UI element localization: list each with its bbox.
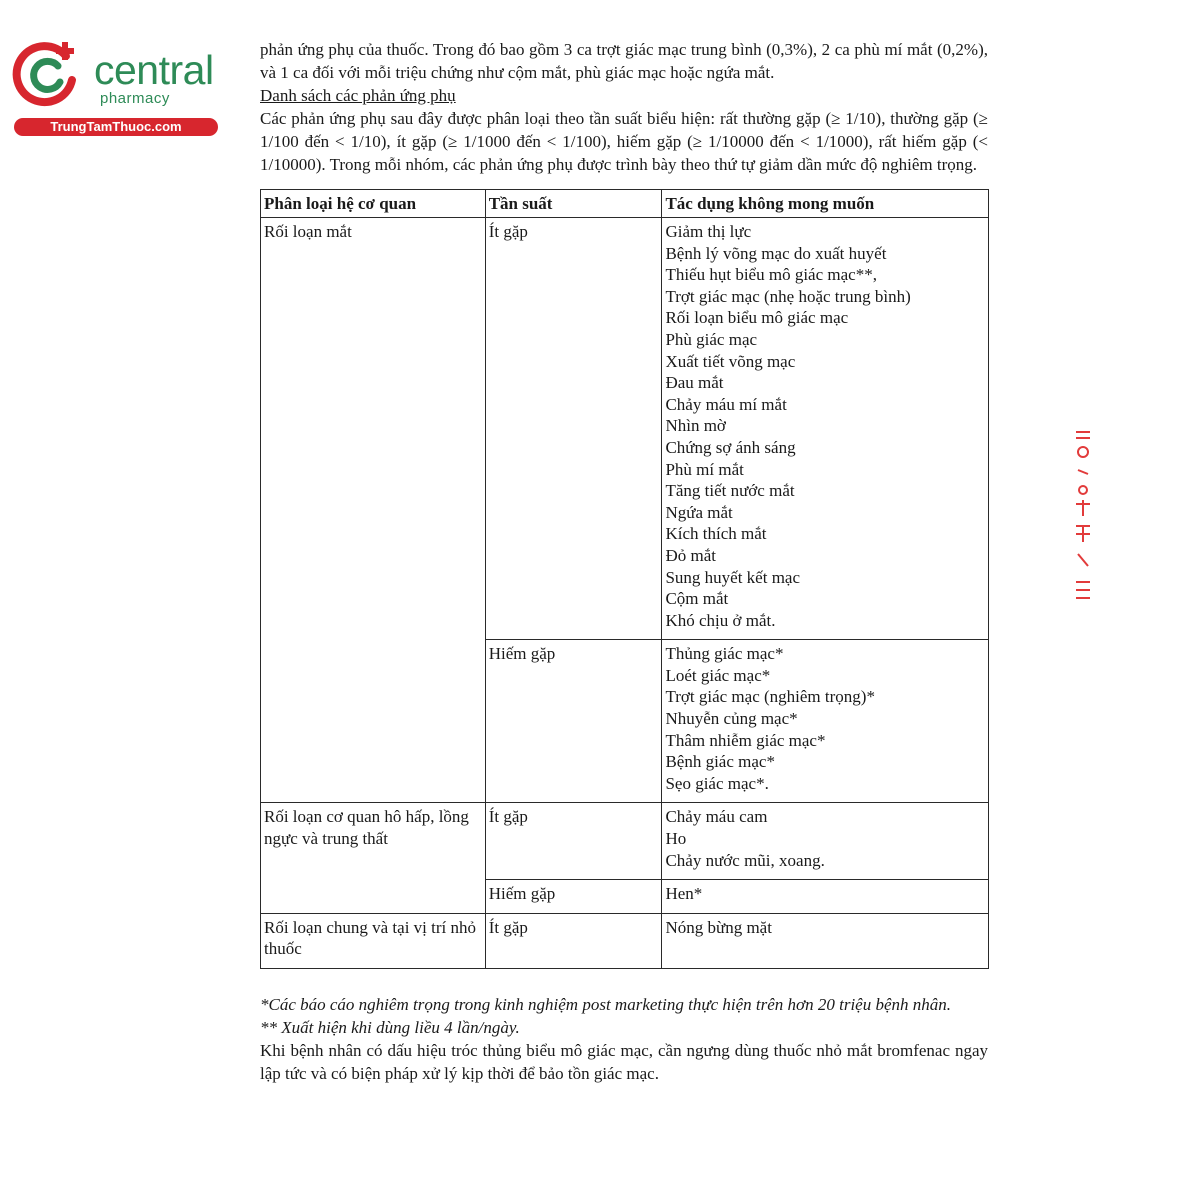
effect-item: Thủng giác mạc* (665, 644, 784, 664)
effect-item: Thâm nhiễm giác mạc* (665, 730, 826, 750)
logo-subtitle: pharmacy (100, 90, 170, 107)
effect-item: Hen* (665, 884, 703, 904)
effect-item: Tăng tiết nước mắt (665, 481, 795, 501)
effect-item: Trợt giác mạc (nghiêm trọng)* (665, 687, 875, 707)
effects-cell (662, 218, 989, 640)
effect-item: Ho (665, 829, 687, 849)
effect-item: Chảy máu cam (665, 807, 768, 827)
effect-item: Bệnh lý võng mạc do xuất huyết (665, 243, 887, 263)
footnote-serious: *Các báo cáo nghiêm trọng trong kinh nghiệm post marketing thực hiện trên hơn 20 triệu bệnh nhân. (260, 995, 952, 1014)
effect-item: Khó chịu ở mắt. (665, 610, 776, 630)
organ-class-cell: Rối loạn cơ quan hô hấp, lồng ngực và trung thất (261, 803, 486, 913)
effect-item: Phù mí mắt (665, 459, 744, 479)
table-header-row (261, 190, 989, 218)
footnote-dosage: ** Xuất hiện khi dùng liều 4 lần/ngày. (260, 1018, 520, 1037)
frequency-cell: Hiếm gặp (485, 640, 662, 803)
effect-item: Rối loạn biểu mô giác mạc (665, 308, 849, 328)
effect-item: Đau mắt (665, 373, 724, 393)
table-row (261, 913, 989, 968)
table-row (261, 803, 989, 880)
effect-item: Giảm thị lực (665, 222, 752, 241)
effect-item: Nhuyễn củng mạc* (665, 709, 798, 729)
effects-cell (662, 640, 989, 803)
frequency-cell: Hiếm gặp (485, 880, 662, 914)
classification-paragraph: Các phản ứng phụ sau đây được phân loại theo tần suất biểu hiện: rất thường gặp (≥ 1/10), thường gặp (≥ 1/100 đến < 1/10), ít gặp (≥ 1/1000 đến < 1/100), hiếm gặp (≥ 1/10000 đến < 1/1000), rất hiếm gặp (< 1/10000). Trong mỗi nhóm, các phản ứng phụ được trình bày theo thứ tự giảm dần mức độ nghiêm trọng. (260, 109, 988, 174)
footnotes (260, 993, 988, 1085)
table-row (261, 218, 989, 640)
red-stamp-mark-icon (1072, 430, 1094, 610)
effect-item: Nhìn mờ (665, 416, 726, 436)
pharmacy-cross-logo-icon (10, 36, 86, 112)
effects-cell (662, 913, 989, 968)
section-heading: Danh sách các phản ứng phụ (260, 86, 456, 105)
effect-item: Nóng bừng mặt (665, 917, 772, 937)
effect-item: Chảy nước mũi, xoang. (665, 850, 825, 870)
effect-item: Chứng sợ ánh sáng (665, 437, 796, 457)
effect-item: Xuất tiết võng mạc (665, 351, 796, 371)
document-body (260, 38, 988, 1085)
organ-class-cell: Rối loạn chung và tại vị trí nhỏ thuốc (261, 913, 486, 968)
effect-item: Cộm mắt (665, 589, 729, 609)
effect-item: Thiếu hụt biểu mô giác mạc**, (665, 265, 877, 285)
intro-paragraph: phản ứng phụ của thuốc. Trong đó bao gồm 3 ca trợt giác mạc trung bình (0,3%), 2 ca phù mí mắt (0,2%), và 1 ca đối với mỗi triệu chứng như cộm mắt, phù giác mạc hoặc ngứa mắt. (260, 40, 988, 82)
effect-item: Sung huyết kết mạc (665, 567, 801, 587)
adverse-effects-table (260, 189, 989, 969)
effects-cell (662, 803, 989, 880)
header-organ-class: Phân loại hệ cơ quan (261, 190, 486, 218)
effect-item: Chảy máu mí mắt (665, 394, 787, 414)
header-effects: Tác dụng không mong muốn (662, 190, 989, 218)
effect-item: Sẹo giác mạc*. (665, 773, 769, 793)
effect-item: Đỏ mắt (665, 545, 716, 565)
effects-cell (662, 880, 989, 914)
header-frequency: Tần suất (485, 190, 662, 218)
frequency-cell: Ít gặp (485, 803, 662, 880)
pharmacy-logo (10, 36, 220, 136)
effect-item: Trợt giác mạc (nhẹ hoặc trung bình) (665, 286, 911, 306)
effect-item: Kích thích mắt (665, 524, 767, 544)
effect-item: Phù giác mạc (665, 329, 758, 349)
frequency-cell: Ít gặp (485, 218, 662, 640)
logo-url-badge: TrungTamThuoc.com (14, 118, 218, 136)
frequency-cell: Ít gặp (485, 913, 662, 968)
closing-paragraph: Khi bệnh nhân có dấu hiệu tróc thủng biểu mô giác mạc, cần ngưng dùng thuốc nhỏ mắt bromfenac ngay lập tức và có biện pháp xử lý kịp thời để bảo tồn giác mạc. (260, 1041, 988, 1083)
effect-item: Ngứa mắt (665, 502, 733, 522)
effect-item: Bệnh giác mạc* (665, 752, 775, 772)
organ-class-cell: Rối loạn mắt (261, 218, 486, 803)
table-body (261, 218, 989, 969)
logo-brand-name: central (94, 47, 214, 93)
effect-item: Loét giác mạc* (665, 665, 771, 685)
